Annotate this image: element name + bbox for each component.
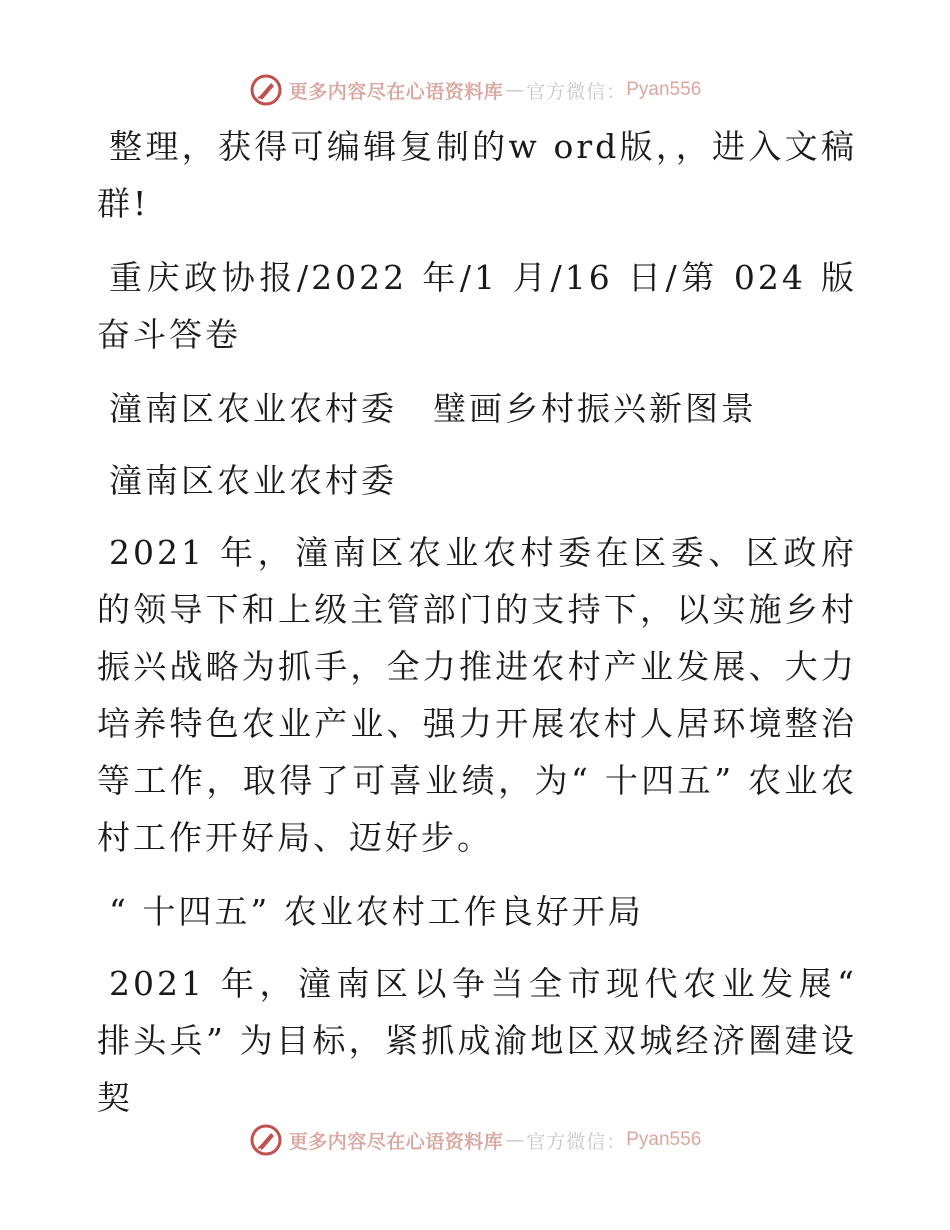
section-heading: “ 十四五” 农业农村工作良好开局 [109, 892, 644, 931]
watermark-label: 官方微信： [526, 80, 627, 103]
paragraph: 整理，获得可编辑复制的w ord版，，进入文稿群! [97, 127, 857, 223]
paragraph: 2021 年，潼南区以争当全市现代农业发展“ 排头兵” 为目标，紧抓成渝地区双城经济圈建设契 [97, 964, 857, 1117]
watermark-separator: — [505, 79, 525, 101]
document-body [97, 118, 857, 1143]
watermark-wechat-id: Pyan556 [626, 79, 702, 100]
paragraph: 2021 年，潼南区农业农村委在区委、区政府的领导下和上级主管部门的支持下，以实施乡村振兴战略为抓手，全力推进农村产业发展、大力培养特色农业产业、强力开展农村人居环境整治等工作，取得了可喜业绩，为“ 十四五” 农业农村工作开好局、迈好步。 [97, 533, 857, 857]
paragraph: 重庆政协报/2022 年/1 月/16 日/第 024 版奋斗答卷 [97, 258, 857, 354]
pen-circle-logo-icon [249, 1123, 283, 1157]
watermark-brand: 更多内容尽在心语资料库 [288, 80, 504, 103]
watermark-separator: — [505, 1129, 525, 1151]
watermark-brand: 更多内容尽在心语资料库 [288, 1130, 504, 1153]
watermark-wechat-id: Pyan556 [626, 1129, 702, 1150]
article-author: 潼南区农业农村委 [109, 461, 397, 500]
article-title: 潼南区农业农村委 璧画乡村振兴新图景 [109, 389, 757, 428]
watermark-header [0, 70, 950, 110]
watermark-label: 官方微信： [526, 1130, 627, 1153]
pen-circle-logo-icon [249, 73, 283, 107]
watermark-footer [0, 1120, 950, 1160]
